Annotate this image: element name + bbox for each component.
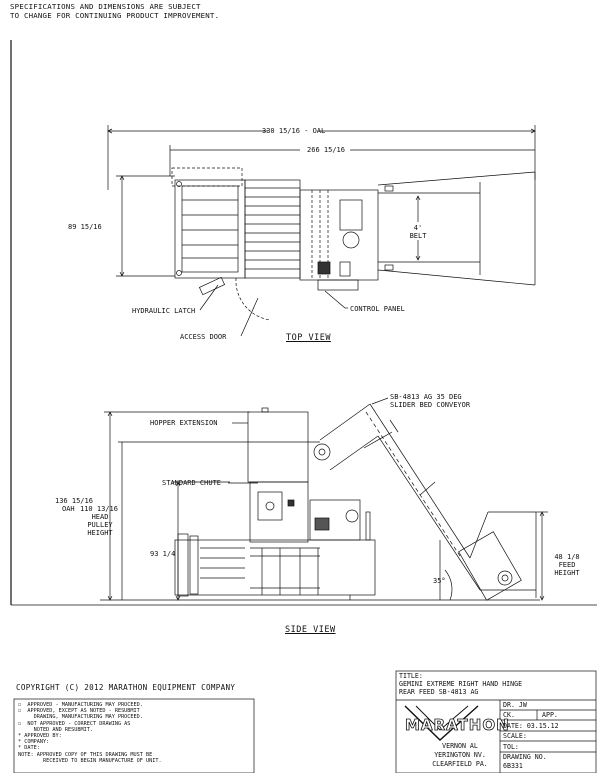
approval-line: DRAWING, MANUFACTURING MAY PROCEED.	[18, 714, 143, 721]
approval-line: NOTE: APPROVED COPY OF THIS DRAWING MUST BE	[18, 751, 153, 758]
conveyor-label-2: SLIDER BED CONVEYOR	[390, 401, 471, 409]
angle-label: 35°	[433, 577, 446, 585]
approved-by: APP.	[542, 711, 558, 719]
control-panel-label: CONTROL PANEL	[350, 305, 405, 313]
access-door-label: ACCESS DOOR	[180, 333, 227, 341]
dim-266: 266 15/16	[307, 146, 345, 154]
dim-oal: 330 15/16 - OAL	[262, 127, 326, 135]
title-line-2: REAR FEED SB-4813 AG	[399, 688, 479, 696]
feed-dim-3: HEIGHT	[554, 569, 580, 577]
drawing-number-label: DRAWING NO.	[503, 753, 547, 761]
checked-by: CK.	[503, 711, 515, 719]
conveyor-label-1: SB-4813 AG 35 DEG	[390, 393, 462, 401]
location-2: YERINGTON NV.	[434, 751, 486, 759]
approval-line: * APPROVED BY:	[18, 733, 62, 740]
oah-dim-1: 136 15/16	[55, 497, 93, 505]
copyright-notice: COPYRIGHT (C) 2012 MARATHON EQUIPMENT COMPANY	[16, 683, 236, 692]
dim-93: 93 1/4	[150, 550, 176, 558]
standard-chute-label: STANDARD CHUTE	[162, 479, 222, 487]
marathon-logo: MARATHON	[405, 716, 510, 734]
title-line-1: GEMINI EXTREME RIGHT HAND HINGE	[399, 680, 523, 688]
approval-line: ☐ APPROVED - MANUFACTURING MAY PROCEED.	[18, 702, 143, 708]
approval-line: ☐ NOT APPROVED - CORRECT DRAWING AS	[18, 720, 131, 727]
side-view-drawing	[100, 398, 548, 600]
head-dim-3: PULLEY	[87, 521, 113, 529]
drawing-date: DATE: 03.15.12	[503, 722, 559, 730]
location-3: CLEARFIELD PA.	[432, 760, 488, 768]
approval-line: * DATE:	[18, 745, 40, 752]
drawing-tolerance: TOL:	[503, 743, 519, 751]
drawn-by: DR. JW	[503, 701, 527, 709]
top-view-drawing	[108, 125, 535, 336]
approval-line: RECEIVED TO BEGIN MANUFACTURE OF UNIT.	[18, 757, 162, 764]
oah-dim-2: OAH	[62, 505, 75, 513]
head-dim-2: HEAD	[91, 513, 109, 521]
title-label: TITLE:	[399, 672, 423, 680]
hopper-extension-label: HOPPER EXTENSION	[150, 419, 218, 427]
side-view-title: SIDE VIEW	[285, 625, 336, 635]
spec-note-line1: SPECIFICATIONS AND DIMENSIONS ARE SUBJECT	[10, 2, 201, 11]
approval-line: ☐ APPROVED, EXCEPT AS NOTED - RESUBMIT	[18, 708, 140, 715]
head-dim-1: 110 13/16	[80, 505, 118, 513]
dim-width: 89 15/16	[68, 223, 102, 231]
head-dim-4: HEIGHT	[87, 529, 113, 537]
belt-dim-2: BELT	[409, 232, 427, 240]
feed-dim-2: FEED	[558, 561, 576, 569]
location-1: VERNON AL	[442, 742, 478, 750]
drawing-scale: SCALE:	[503, 732, 527, 740]
top-view-title: TOP VIEW	[286, 333, 331, 343]
hydraulic-latch-label: HYDRAULIC LATCH	[132, 307, 196, 315]
drawing-number: 6B331	[503, 762, 523, 770]
approval-line: * COMPANY:	[18, 739, 50, 746]
feed-dim-1: 48 1/8	[554, 553, 580, 561]
spec-note-line2: TO CHANGE FOR CONTINUING PRODUCT IMPROVEMENT.	[10, 11, 220, 20]
approval-line: NOTED AND RESUBMIT.	[18, 726, 93, 733]
belt-dim-1: 4'	[413, 224, 423, 232]
approvals-list	[18, 702, 162, 764]
